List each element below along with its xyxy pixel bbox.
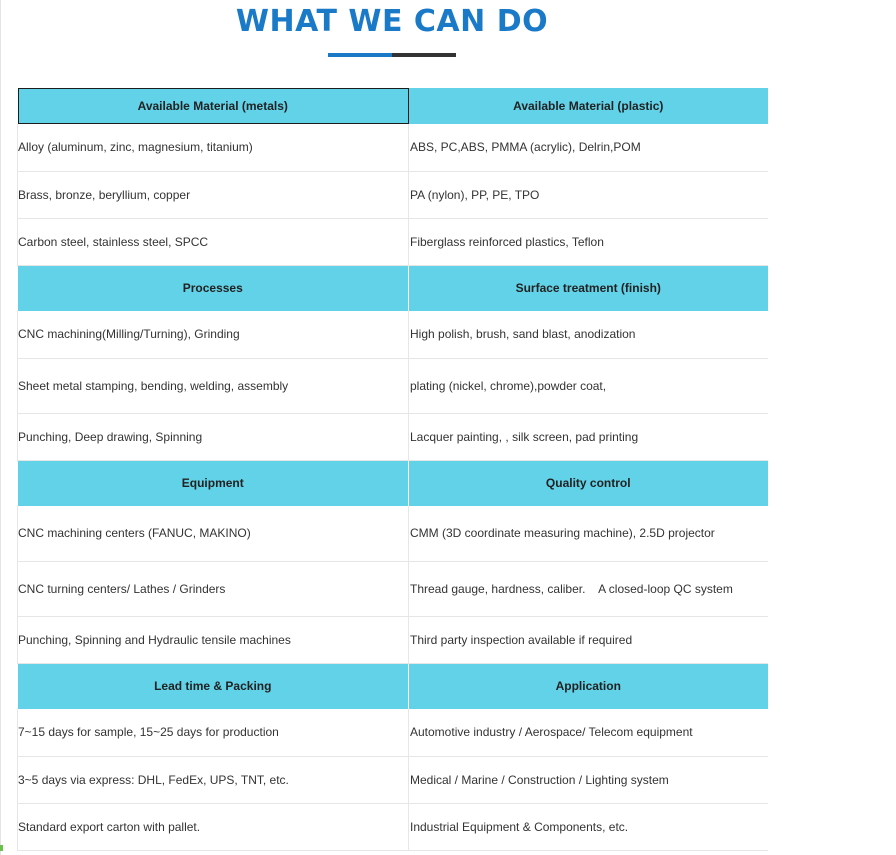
underline-blue-segment [328, 53, 392, 57]
header-application: Application [409, 663, 768, 709]
table-cell: Punching, Deep drawing, Spinning [18, 413, 409, 460]
table-row [18, 124, 768, 171]
table-row [18, 171, 768, 218]
section-header-row [18, 663, 768, 709]
table-row [18, 756, 768, 803]
header-processes: Processes [18, 265, 409, 311]
table-row [18, 218, 768, 265]
header-plastic: Available Material (plastic) [409, 88, 768, 124]
section-header-row [18, 460, 768, 506]
table-cell: Brass, bronze, beryllium, copper [18, 171, 409, 218]
table-cell: Standard export carton with pallet. [18, 803, 409, 850]
table-row [18, 616, 768, 663]
table-row [18, 803, 768, 850]
table-cell: Medical / Marine / Construction / Lighting system [409, 756, 768, 803]
capabilities-table [17, 88, 768, 851]
page-title: WHAT WE CAN DO [235, 4, 549, 39]
page-left-border [0, 0, 1, 855]
table-cell: Carbon steel, stainless steel, SPCC [18, 218, 409, 265]
table-cell: Punching, Spinning and Hydraulic tensile machines [18, 616, 409, 663]
table-row [18, 311, 768, 358]
table-row [18, 709, 768, 756]
table-cell: PA (nylon), PP, PE, TPO [409, 171, 768, 218]
table-cell: CNC machining(Milling/Turning), Grinding [18, 311, 409, 358]
table-cell: Automotive industry / Aerospace/ Telecom equipment [409, 709, 768, 756]
header-surface-treatment: Surface treatment (finish) [409, 265, 768, 311]
table-cell: Fiberglass reinforced plastics, Teflon [409, 218, 768, 265]
table-cell: 7~15 days for sample, 15~25 days for production [18, 709, 409, 756]
table-cell: Alloy (aluminum, zinc, magnesium, titanium) [18, 124, 409, 171]
table-cell: CNC machining centers (FANUC, MAKINO) [18, 506, 409, 561]
table-cell: CNC turning centers/ Lathes / Grinders [18, 561, 409, 616]
table-cell: Lacquer painting, , silk screen, pad printing [409, 413, 768, 460]
section-header-row [18, 88, 768, 124]
header-equipment: Equipment [18, 460, 409, 506]
table-cell: Sheet metal stamping, bending, welding, assembly [18, 358, 409, 413]
table-row [18, 413, 768, 460]
table-cell: Industrial Equipment & Components, etc. [409, 803, 768, 850]
table-cell: Thread gauge, hardness, caliber. A closed-loop QC system [409, 561, 768, 616]
table-cell: CMM (3D coordinate measuring machine), 2.5D projector [409, 506, 768, 561]
table-cell: 3~5 days via express: DHL, FedEx, UPS, TNT, etc. [18, 756, 409, 803]
underline-dark-segment [392, 53, 456, 57]
header-lead-time: Lead time & Packing [18, 663, 409, 709]
table-row [18, 358, 768, 413]
table-row [18, 506, 768, 561]
title-underline [328, 53, 456, 57]
table-cell: Third party inspection available if required [409, 616, 768, 663]
edge-marker [0, 845, 3, 851]
table-row [18, 561, 768, 616]
table-cell: High polish, brush, sand blast, anodization [409, 311, 768, 358]
header-quality-control: Quality control [409, 460, 768, 506]
table-cell: ABS, PC,ABS, PMMA (acrylic), Delrin,POM [409, 124, 768, 171]
header-metals: Available Material (metals) [18, 88, 409, 124]
table-cell: plating (nickel, chrome),powder coat, [409, 358, 768, 413]
section-header-row [18, 265, 768, 311]
